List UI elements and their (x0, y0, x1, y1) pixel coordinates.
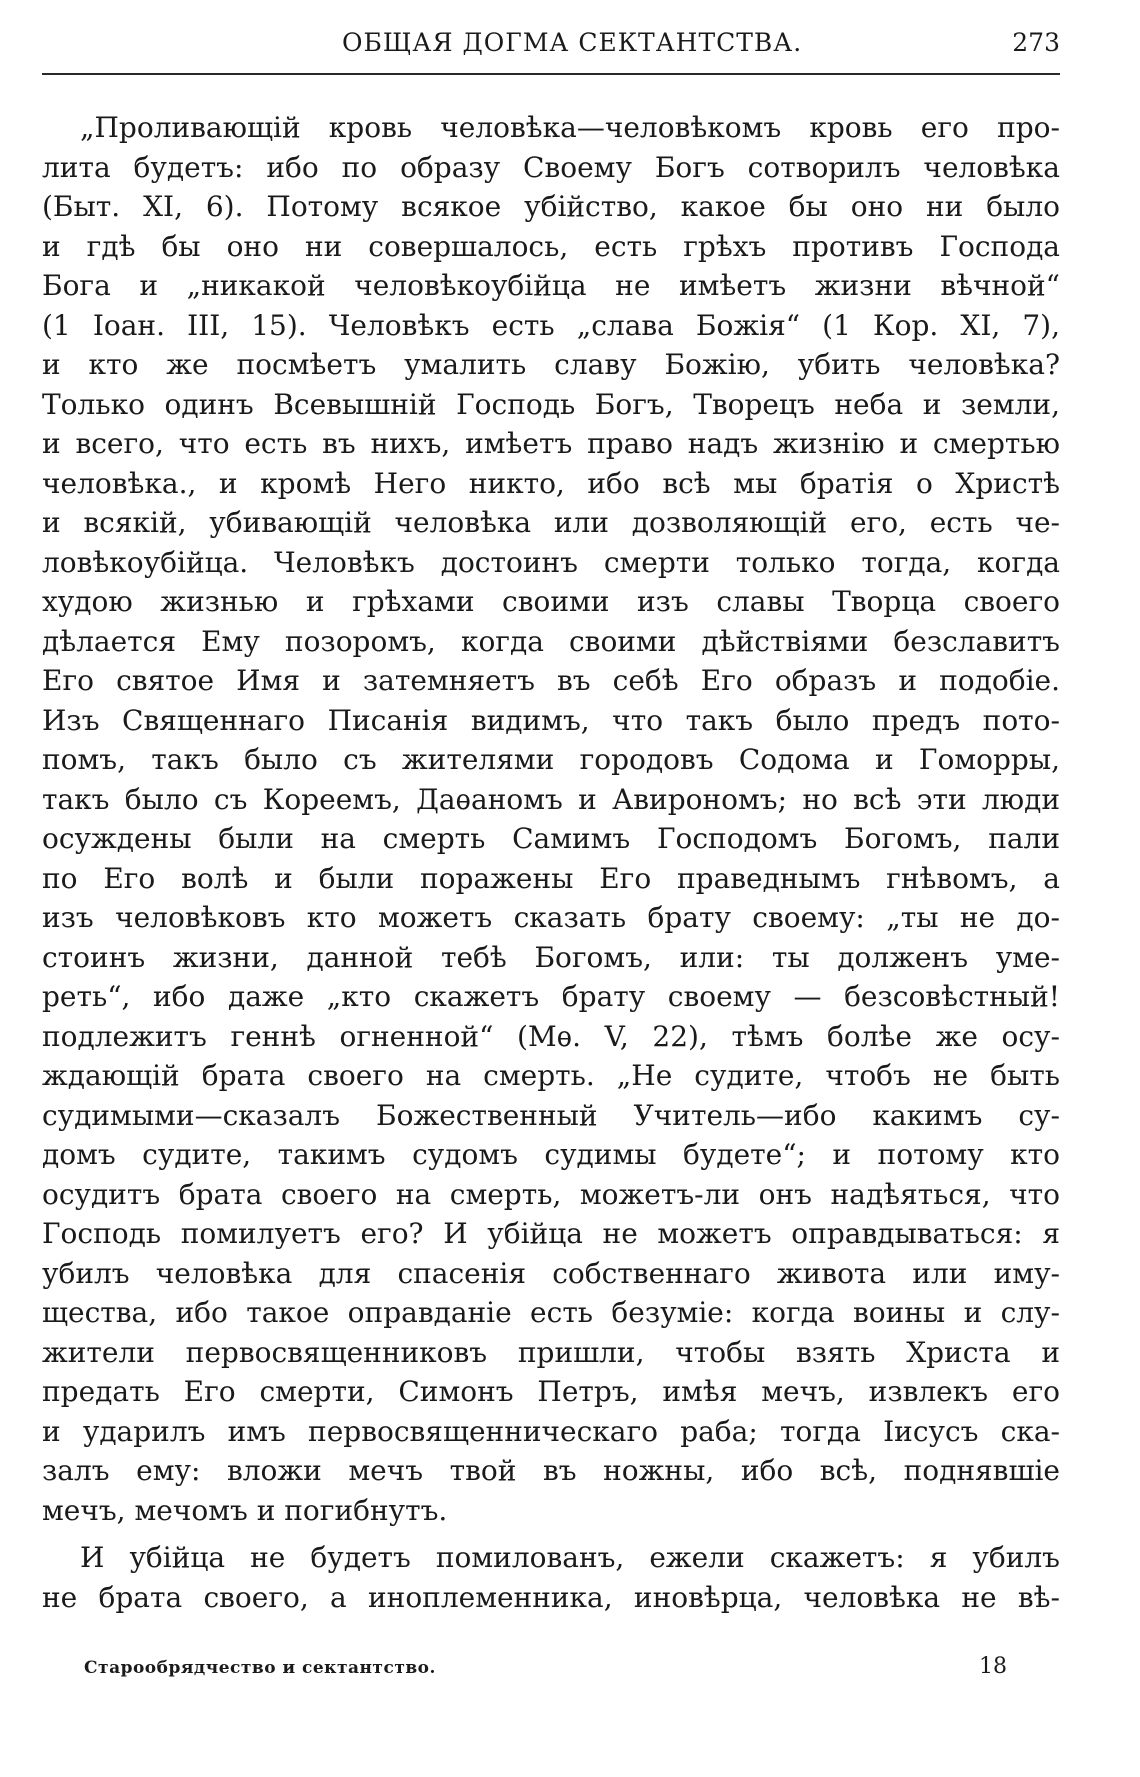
text-line: худою жизнью и грѣхами своими изъ славы Творца своего (42, 585, 1060, 618)
text-line: помъ, такъ было съ жителями городовъ Содома и Гоморры, (42, 743, 1060, 776)
text-line: подлежитъ геннѣ огненной“ (Мѳ. V, 22), тѣмъ болѣе же осу- (42, 1019, 1060, 1053)
text-line: Его святое Имя и затемняетъ въ себѣ Его образъ и подобіе. (42, 664, 1060, 697)
text-line: ловѣкоубійца. Человѣкъ достоинъ смерти только тогда, когда (42, 545, 1060, 579)
page-number: 273 (1012, 28, 1060, 57)
text-line: и кто же посмѣетъ умалить славу Божію, убить человѣка? (42, 348, 1060, 381)
text-line: „Проливающій кровь человѣка—человѣкомъ кровь его про- (80, 111, 1060, 144)
running-head (42, 18, 1060, 64)
text-line: дѣлается Ему позоромъ, когда своими дѣйствіями безславитъ (42, 624, 1060, 658)
text-line: судимыми—сказалъ Божественный Учитель—ибо какимъ су- (42, 1098, 1060, 1132)
text-line: лита будетъ: ибо по образу Своему Богъ сотворилъ человѣка (42, 150, 1060, 184)
text-line: Бога и „никакой человѣкоубійца не имѣетъ жизни вѣчной“ (42, 269, 1060, 302)
text-line: и гдѣ бы оно ни совершалось, есть грѣхъ противъ Господа (42, 229, 1060, 263)
paragraph (42, 1538, 1060, 1617)
paragraph-gap (42, 1530, 1060, 1538)
text-line: залъ ему: вложи мечъ твой въ ножны, ибо всѣ, поднявшіе (42, 1454, 1060, 1487)
text-line: осуждены были на смерть Самимъ Господомъ Богомъ, пали (42, 822, 1060, 855)
text-line: осудитъ брата своего на смерть, можетъ-ли онъ надѣяться, что (42, 1177, 1060, 1211)
text-line: щества, ибо такое оправданіе есть безуміе: когда воины и слу- (42, 1296, 1060, 1329)
body-text (42, 108, 1060, 1617)
text-line: предать Его смерти, Симонъ Петръ, имѣя мечъ, извлекъ его (42, 1375, 1060, 1408)
text-line: не брата своего, а иноплеменника, иновѣрца, человѣка не вѣ- (42, 1580, 1060, 1614)
text-line: реть“, ибо даже „кто скажетъ брату своему — безсовѣстный! (42, 980, 1060, 1013)
text-line: и всякій, убивающій человѣка или дозволяющій его, есть че- (42, 506, 1060, 539)
text-line: И убійца не будетъ помилованъ, ежели скажетъ: я убилъ (80, 1541, 1060, 1574)
text-line: жители первосвященниковъ пришли, чтобы взять Христа и (42, 1335, 1060, 1369)
text-line: (1 Іоан. III, 15). Человѣкъ есть „слава Божія“ (1 Кор. XI, 7), (42, 308, 1060, 342)
text-line: Господь помилуетъ его? И убійца не можетъ оправдываться: я (42, 1217, 1060, 1250)
sheet-number: 18 (979, 1654, 1007, 1679)
text-line: такъ было съ Кореемъ, Даѳаномъ и Авирономъ; но всѣ эти люди (42, 782, 1060, 816)
paragraph (42, 108, 1060, 1530)
header-rule (42, 73, 1060, 75)
text-line: убилъ человѣка для спасенія собственнаго живота или иму- (42, 1256, 1060, 1290)
text-line: изъ человѣковъ кто можетъ сказать брату своему: „ты не до- (42, 901, 1060, 934)
text-line: Изъ Священнаго Писанія видимъ, что такъ было предъ пото- (42, 703, 1060, 737)
running-title: ОБЩАЯ ДОГМА СЕКТАНТСТВА. (342, 28, 803, 57)
text-line: домъ судите, такимъ судомъ судимы будете“; и потому кто (42, 1138, 1060, 1171)
text-line: и ударилъ имъ первосвященническаго раба; тогда Іисусъ ска- (42, 1414, 1060, 1448)
page-footer (42, 1654, 1060, 1684)
footer-signature: Старообрядчество и сектантство. (84, 1658, 436, 1678)
text-line: и всего, что есть въ нихъ, имѣетъ право надъ жизнію и смертью (42, 427, 1060, 460)
text-line: по Его волѣ и были поражены Его праведнымъ гнѣвомъ, а (42, 861, 1060, 895)
text-line: (Быт. XI, 6). Потому всякое убійство, какое бы оно ни было (42, 190, 1060, 223)
text-line: Только одинъ Всевышній Господь Богъ, Творецъ неба и земли, (42, 387, 1060, 421)
text-line: ждающій брата своего на смерть. „Не судите, чтобъ не быть (42, 1059, 1060, 1092)
text-line: стоинъ жизни, данной тебѣ Богомъ, или: ты долженъ уме- (42, 940, 1060, 974)
text-line: мечъ, мечомъ и погибнутъ. (42, 1493, 448, 1527)
text-line: человѣка., и кромѣ Него никто, ибо всѣ мы братія о Христѣ (42, 466, 1060, 500)
